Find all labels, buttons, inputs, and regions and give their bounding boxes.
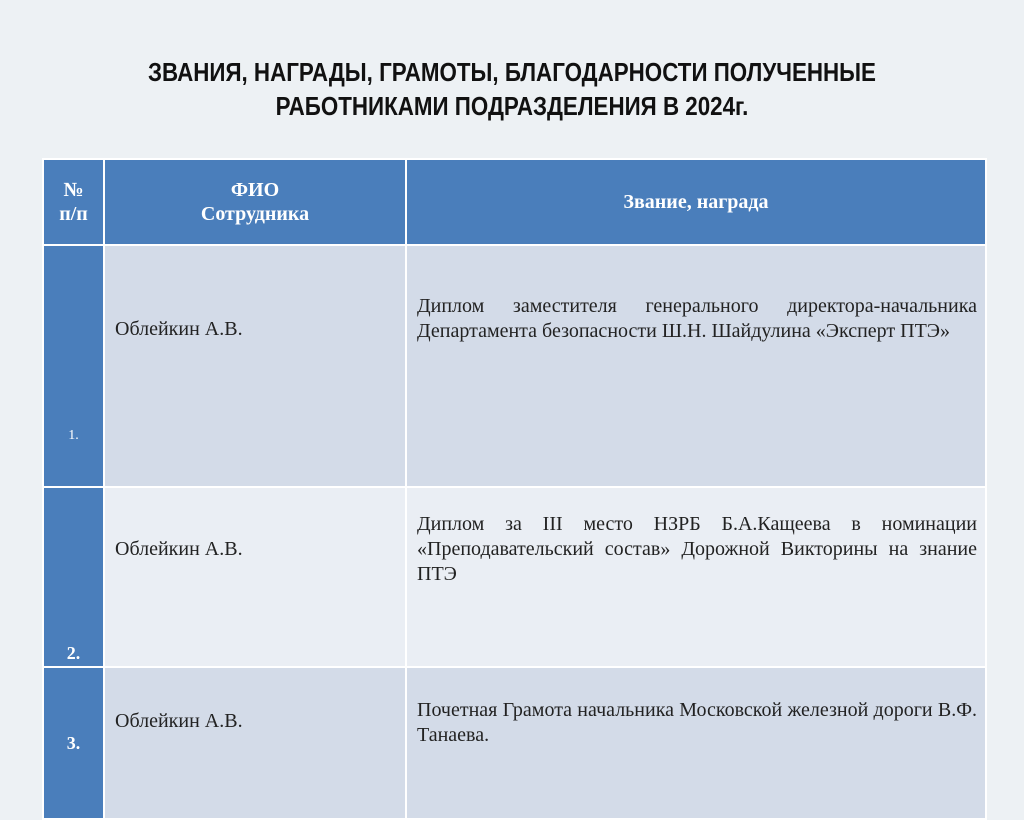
page-title <box>72 55 953 123</box>
row-number: 1. <box>43 245 104 487</box>
employee-name: Облейкин А.В. <box>104 487 406 667</box>
header-number <box>43 159 104 245</box>
row-number: 2. <box>43 487 104 667</box>
employee-name: Облейкин А.В. <box>104 245 406 487</box>
header-number-symbol: № <box>63 179 84 201</box>
table-row <box>43 667 986 819</box>
header-name-employee: Сотрудника <box>200 203 310 225</box>
awards-table <box>42 158 987 820</box>
employee-name: Облейкин А.В. <box>104 667 406 819</box>
row-number: 3. <box>43 667 104 819</box>
award-description: Диплом за III место НЗРБ Б.А.Кащеева в номинации «Преподавательский состав» Дорожной Викторины на знание ПТЭ <box>406 487 986 667</box>
title-line-1: ЗВАНИЯ, НАГРАДЫ, ГРАМОТЫ, БЛАГОДАРНОСТИ ПОЛУЧЕННЫЕ <box>148 57 876 87</box>
award-description: Диплом заместителя генерального директора-начальника Департамента безопасности Ш.Н. Шайдулина «Эксперт ПТЭ» <box>406 245 986 487</box>
header-number-abbr: п/п <box>59 203 88 225</box>
table-row <box>43 245 986 487</box>
title-line-2: РАБОТНИКАМИ ПОДРАЗДЕЛЕНИЯ В 2024г. <box>275 91 749 121</box>
award-description: Почетная Грамота начальника Московской железной дороги В.Ф. Танаева. <box>406 667 986 819</box>
header-award: Звание, награда <box>406 159 986 245</box>
table-row <box>43 487 986 667</box>
header-name-fio: ФИО <box>230 179 280 201</box>
table-header-row <box>43 159 986 245</box>
header-name <box>104 159 406 245</box>
